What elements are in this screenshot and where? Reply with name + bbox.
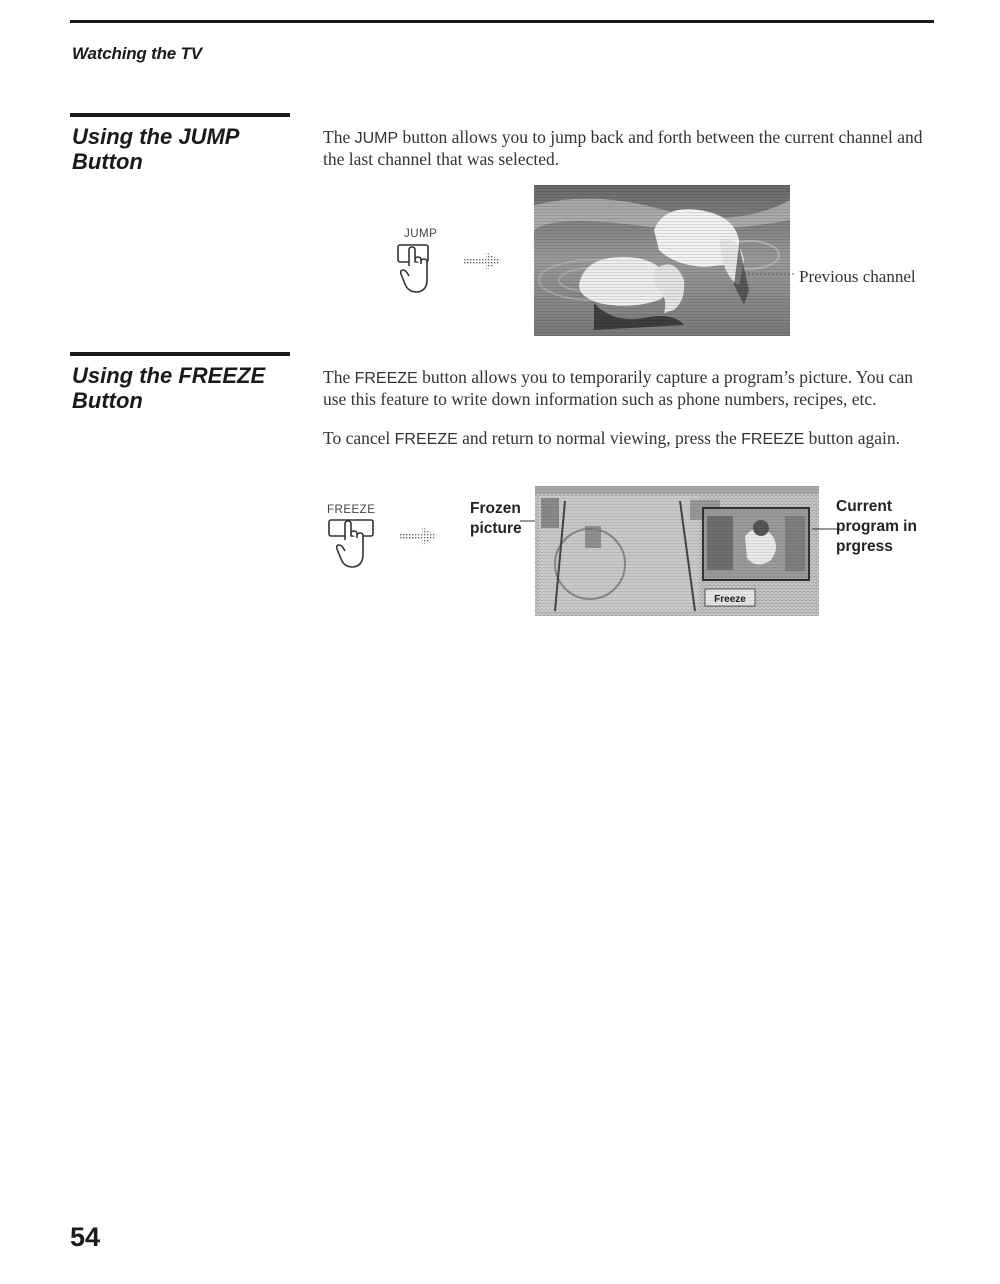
freeze-keyword: FREEZE [354, 370, 418, 387]
previous-channel-callout: Previous channel [799, 267, 916, 286]
top-rule [70, 20, 934, 23]
arrow-right-icon [464, 250, 504, 272]
jump-button-illustration [392, 228, 440, 298]
page-number: 54 [70, 1222, 101, 1252]
jump-button-label: JUMP [404, 228, 438, 240]
freeze-button-illustration [325, 504, 385, 576]
jump-section-heading [72, 124, 287, 174]
freeze-section-rule [70, 352, 290, 356]
freeze-screen [535, 486, 819, 616]
jump-section-rule [70, 113, 290, 117]
current-program-leader-line [812, 526, 838, 532]
jump-heading-line2: Button [72, 149, 143, 174]
hand-press-icon [392, 228, 440, 298]
previous-channel-leader-line [744, 270, 794, 278]
running-head: Watching the TV [72, 44, 202, 63]
freeze-section-heading [72, 363, 287, 413]
freeze-heading-line1: Using the FREEZE [72, 363, 266, 388]
jump-paragraph: The JUMP button allows you to jump back and forth between the current channel and the last channel that was selected. [323, 127, 923, 169]
frozen-picture-callout: Frozen picture [470, 500, 522, 537]
hand-press-icon [325, 504, 385, 576]
previous-channel-screen [534, 185, 790, 336]
jump-heading-line1: Using the JUMP [72, 124, 240, 149]
freeze-button-label: FREEZE [327, 504, 376, 516]
freeze-paragraph-1: The FREEZE button allows you to temporarily capture a program’s picture. You can use this feature to write down information such as phone numbers, recipes, etc. [323, 367, 913, 409]
arrow-right-icon [400, 525, 440, 547]
freeze-paragraph-2: To cancel FREEZE and return to normal viewing, press the FREEZE button again. [323, 428, 900, 448]
current-program-callout: Current program in prgress [836, 498, 917, 555]
freeze-heading-line2: Button [72, 388, 143, 413]
jump-keyword: JUMP [354, 130, 399, 147]
